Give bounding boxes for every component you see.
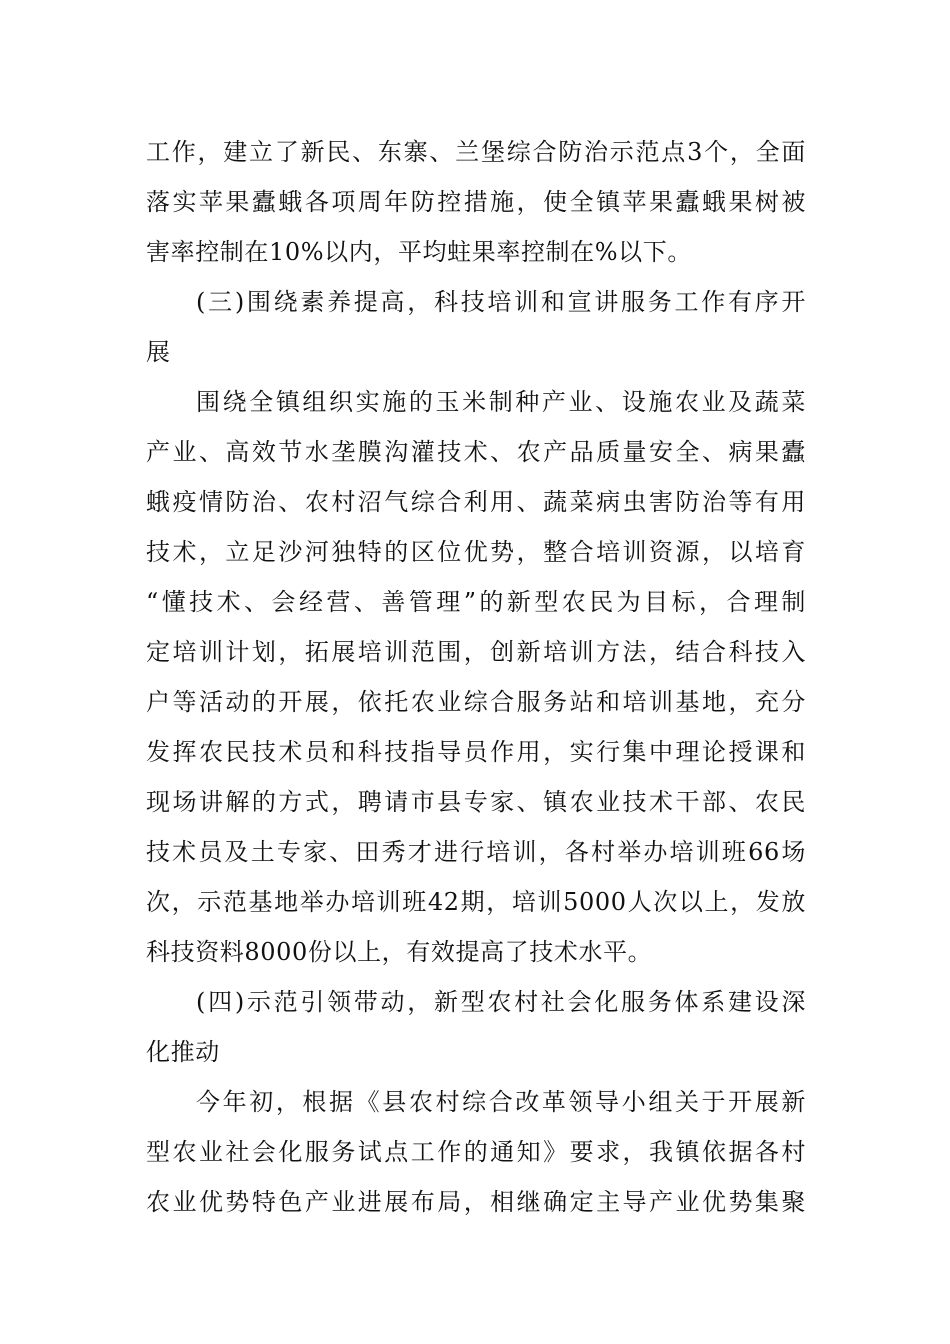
- text-line: 型农业社会化服务试点工作的通知》要求，我镇依据各村: [146, 1138, 806, 1166]
- text-line: 产业、高效节水垄膜沟灌技术、农产品质量安全、病果蠹: [146, 438, 806, 466]
- section-heading-line: (三)围绕素养提高，科技培训和宣讲服务工作有序开: [196, 288, 806, 316]
- text-line: 害率控制在10%以内，平均蛀果率控制在%以下。: [146, 238, 692, 266]
- text-line: 技术，立足沙河独特的区位优势，整合培训资源，以培育: [146, 538, 806, 566]
- text-line: 技术员及土专家、田秀才进行培训，各村举办培训班66场: [146, 838, 806, 866]
- text-line: 落实苹果蠹蛾各项周年防控措施，使全镇苹果蠹蛾果树被: [146, 188, 806, 216]
- text-line: 科技资料8000份以上，有效提高了技术水平。: [146, 938, 653, 966]
- section-heading-line: 展: [146, 338, 171, 366]
- text-line: 农业优势特色产业进展布局，相继确定主导产业优势集聚: [146, 1188, 806, 1216]
- text-line: 今年初，根据《县农村综合改革领导小组关于开展新: [196, 1088, 806, 1116]
- text-line: 工作，建立了新民、东寨、兰堡综合防治示范点3个，全面: [146, 138, 806, 166]
- section-heading-line: (四)示范引领带动，新型农村社会化服务体系建设深: [196, 988, 806, 1016]
- text-line: 围绕全镇组织实施的玉米制种产业、设施农业及蔬菜: [196, 388, 806, 416]
- text-line: 次，示范基地举办培训班42期，培训5000人次以上，发放: [146, 888, 806, 916]
- text-line: 定培训计划，拓展培训范围，创新培训方法，结合科技入: [146, 638, 806, 666]
- section-heading-line: 化推动: [146, 1038, 220, 1066]
- text-line: 蛾疫情防治、农村沼气综合利用、蔬菜病虫害防治等有用: [146, 488, 806, 516]
- text-line: 户等活动的开展，依托农业综合服务站和培训基地，充分: [146, 688, 806, 716]
- text-line: 发挥农民技术员和科技指导员作用，实行集中理论授课和: [146, 738, 806, 766]
- text-line: “懂技术、会经营、善管理”的新型农民为目标，合理制: [146, 588, 806, 616]
- text-line: 现场讲解的方式，聘请市县专家、镇农业技术干部、农民: [146, 788, 806, 816]
